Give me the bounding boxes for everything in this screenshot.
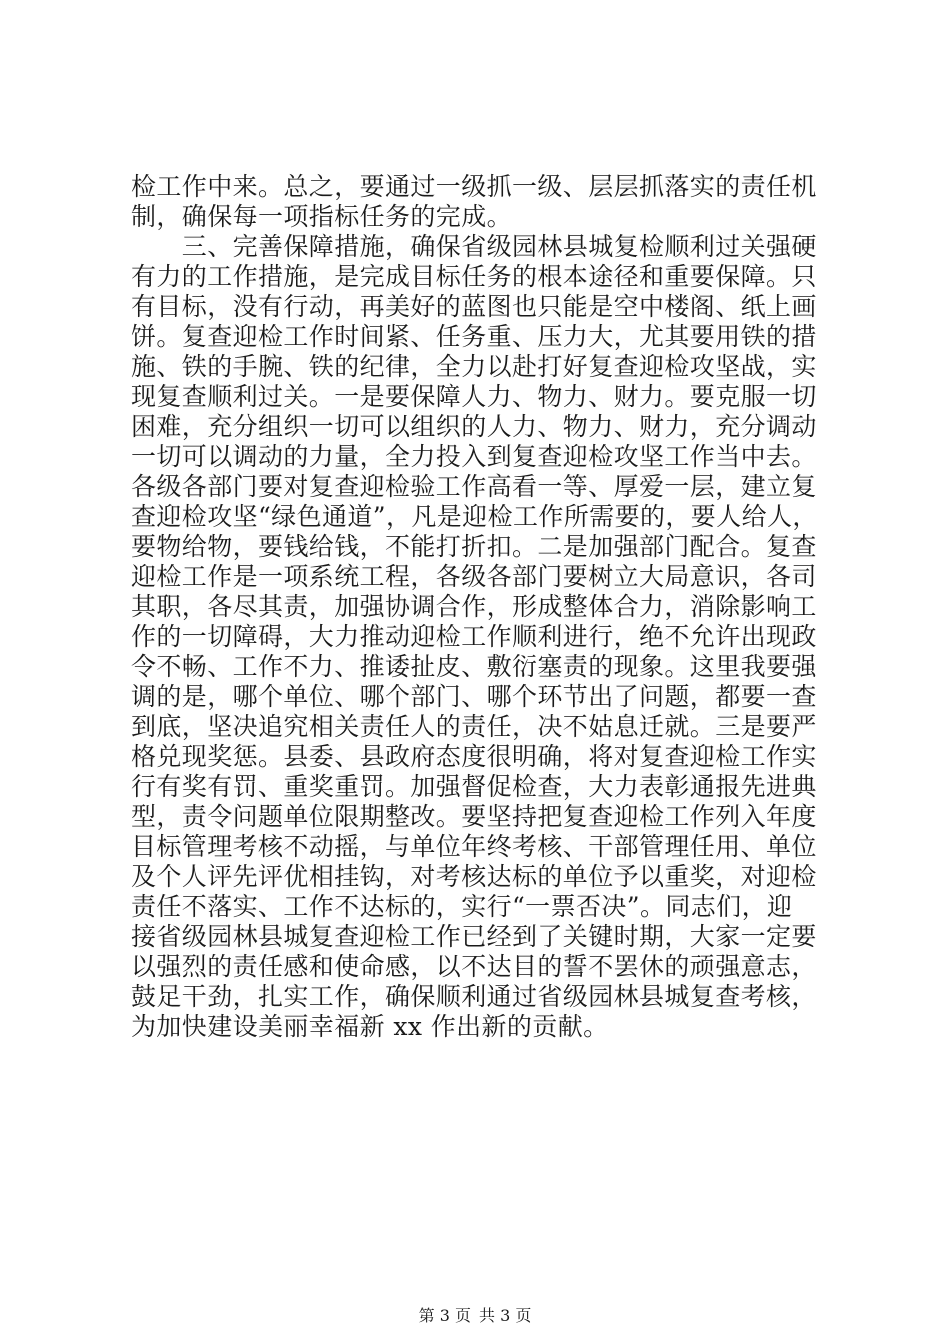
text-line: 目标管理考核不动摇，与单位年终考核、干部管理任用、单位 (131, 832, 817, 861)
body-text (131, 172, 831, 1042)
text-line: 格兑现奖惩。县委、县政府态度很明确，将对复查迎检工作实 (131, 742, 817, 771)
text-line: 各级各部门要对复查迎检验工作高看一等、厚爱一层，建立复 (131, 472, 817, 501)
text-line: 责任不落实、工作不达标的，实行“一票否决”。同志们，迎 (131, 892, 793, 921)
page-footer (0, 1303, 950, 1326)
text-line: 作的一切障碍，大力推动迎检工作顺利进行，绝不允许出现政 (131, 622, 817, 651)
text-line: 现复查顺利过关。一是要保障人力、物力、财力。要克服一切 (131, 382, 817, 411)
text-line: 到底，坚决追究相关责任人的责任，决不姑息迁就。三是要严 (131, 712, 817, 741)
text-line: 行有奖有罚、重奖重罚。加强督促检查，大力表彰通报先进典 (131, 772, 817, 801)
text-line: 困难，充分组织一切可以组织的人力、物力、财力，充分调动 (131, 412, 817, 441)
text-line: 查迎检攻坚“绿色通道”，凡是迎检工作所需要的，要人给人， (131, 502, 818, 531)
page-total: 共 3 页 (479, 1306, 532, 1325)
text-line: 型，责令问题单位限期整改。要坚持把复查迎检工作列入年度 (131, 802, 817, 831)
text-line: 制，确保每一项指标任务的完成。 (131, 202, 513, 231)
page-number: 第 3 页 (418, 1306, 471, 1325)
text-line: 要物给物，要钱给钱，不能打折扣。二是加强部门配合。复查 (131, 532, 817, 561)
text-line: 施、铁的手腕、铁的纪律，全力以赴打好复查迎检攻坚战，实 (131, 352, 817, 381)
text-line: 令不畅、工作不力、推诿扯皮、敷衍塞责的现象。这里我要强 (131, 652, 817, 681)
text-line: 迎检工作是一项系统工程，各级各部门要树立大局意识，各司 (131, 562, 817, 591)
text-line: 以强烈的责任感和使命感，以不达目的誓不罢休的顽强意志， (131, 952, 817, 981)
text-line: 及个人评先评优相挂钩，对考核达标的单位予以重奖，对迎检 (131, 862, 817, 891)
text-line: 调的是，哪个单位、哪个部门、哪个环节出了问题，都要一查 (131, 682, 817, 711)
text-line: 检工作中来。总之，要通过一级抓一级、层层抓落实的责任机 (131, 172, 817, 201)
text-line: 接省级园林县城复查迎检工作已经到了关键时期，大家一定要 (131, 922, 817, 951)
text-line: 一切可以调动的力量，全力投入到复查迎检攻坚工作当中去。 (131, 442, 817, 471)
text-line: 其职，各尽其责，加强协调合作，形成整体合力，消除影响工 (131, 592, 817, 621)
text-line: 有力的工作措施，是完成目标任务的根本途径和重要保障。只 (131, 262, 817, 291)
text-line: 有目标，没有行动，再美好的蓝图也只能是空中楼阁、纸上画 (131, 292, 817, 321)
text-line: 鼓足干劲，扎实工作，确保顺利通过省级园林县城复查考核， (131, 982, 817, 1011)
text-line: 三、完善保障措施，确保省级园林县城复检顺利过关强硬 (131, 232, 817, 261)
text-line: 为加快建设美丽幸福新 xx 作出新的贡献。 (131, 1012, 609, 1041)
text-line: 饼。复查迎检工作时间紧、任务重、压力大，尤其要用铁的措 (131, 322, 817, 351)
